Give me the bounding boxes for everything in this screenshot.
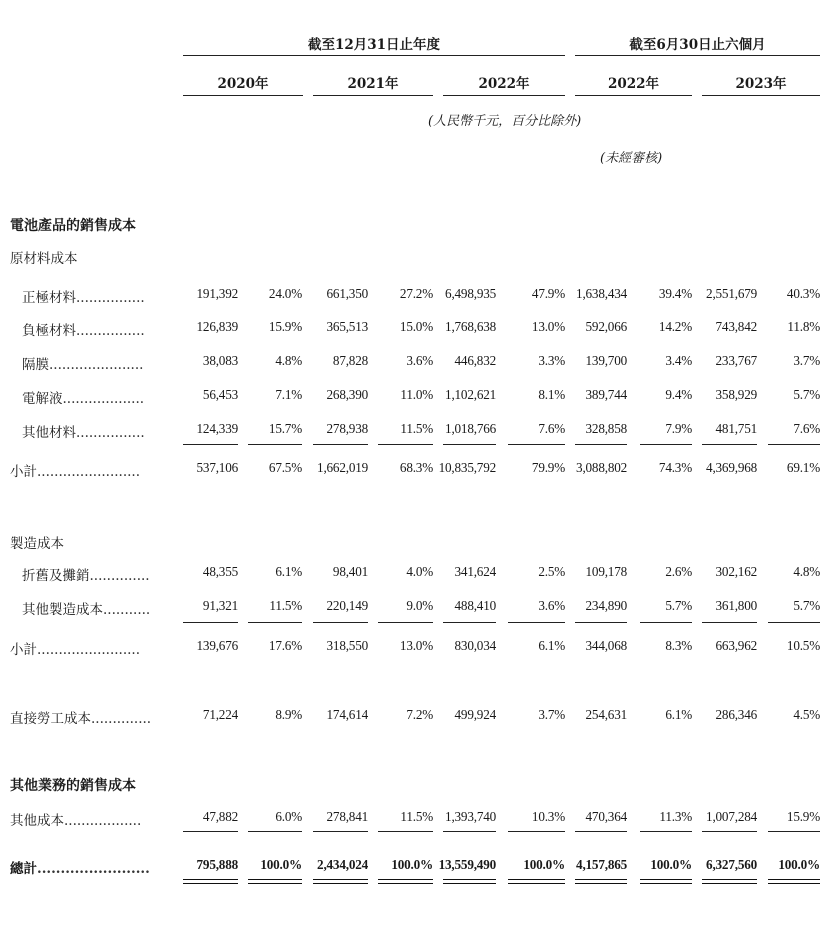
total-double-underline: [313, 879, 368, 884]
table-cell: 15.9%: [268, 319, 302, 334]
cell-underline: [508, 831, 565, 832]
table-cell: 71,224: [202, 707, 238, 722]
table-cell: 79.9%: [531, 460, 565, 475]
table-cell: 3.7%: [538, 707, 565, 722]
table-cell: 11.5%: [400, 809, 433, 824]
cell-underline: [640, 622, 692, 623]
cell-underline: [702, 831, 757, 832]
header-group-halfyear: 截至6月30日止六個月: [629, 37, 766, 53]
table-cell: 234,890: [585, 598, 627, 613]
table-cell: 3.4%: [665, 353, 692, 368]
table-cell: 278,938: [326, 421, 368, 436]
total-double-underline: [378, 879, 433, 884]
table-cell: 3.6%: [406, 353, 433, 368]
table-cell: 8.3%: [665, 638, 692, 653]
table-cell: 4.5%: [793, 707, 820, 722]
table-cell: 4.8%: [793, 564, 820, 579]
section-manufacturing: 製造成本: [10, 536, 64, 552]
cell-underline: [508, 444, 565, 445]
table-cell: 4.8%: [275, 353, 302, 368]
table-cell: 1,393,740: [445, 809, 496, 824]
table-cell: 139,676: [196, 638, 238, 653]
cell-underline: [248, 444, 302, 445]
year-2020: 2020年: [217, 76, 269, 92]
table-cell: 48,355: [202, 564, 238, 579]
year-rule: [183, 95, 303, 96]
table-cell: 27.2%: [399, 286, 433, 301]
table-cell: 7.9%: [665, 421, 692, 436]
total-double-underline: [702, 879, 757, 884]
year-rule: [313, 95, 433, 96]
cell-underline: [575, 831, 627, 832]
table-cell: 7.6%: [538, 421, 565, 436]
cell-underline: [508, 622, 565, 623]
table-cell: 11.5%: [400, 421, 433, 436]
year-rule: [575, 95, 692, 96]
table-cell: 661,350: [326, 286, 368, 301]
header-group-year-rule: [183, 55, 565, 56]
table-cell: 139,700: [585, 353, 627, 368]
table-cell: 5.7%: [793, 598, 820, 613]
cell-underline: [575, 622, 627, 623]
cell-underline: [378, 444, 433, 445]
table-cell: 481,751: [715, 421, 757, 436]
total-double-underline: [508, 879, 565, 884]
table-cell: 3.7%: [793, 353, 820, 368]
row-label: 其他製造成本...........: [22, 602, 151, 618]
table-cell: 9.4%: [665, 387, 692, 402]
table-cell: 795,888: [196, 857, 238, 872]
table-cell: 2.5%: [538, 564, 565, 579]
table-cell: 1,768,638: [445, 319, 496, 334]
table-cell: 1,102,621: [445, 387, 496, 402]
table-cell: 318,550: [326, 638, 368, 653]
table-cell: 100.0%: [523, 857, 565, 872]
year-2022-half: 2022年: [607, 76, 660, 92]
cell-underline: [378, 622, 433, 623]
table-cell: 389,744: [585, 387, 627, 402]
table-cell: 87,828: [332, 353, 368, 368]
table-cell: 56,453: [202, 387, 238, 402]
cell-underline: [702, 622, 757, 623]
table-cell: 220,149: [326, 598, 368, 613]
table-cell: 47.9%: [531, 286, 565, 301]
table-cell: 2,434,024: [317, 857, 368, 872]
table-cell: 9.0%: [406, 598, 433, 613]
row-label: 其他材料................: [22, 425, 145, 441]
row-label: 折舊及攤銷..............: [22, 568, 150, 584]
table-cell: 14.2%: [658, 319, 692, 334]
row-label-subtotal: 小計........................: [10, 642, 140, 658]
row-label: 負極材料................: [22, 323, 145, 339]
table-cell: 91,321: [202, 598, 238, 613]
cell-underline: [575, 444, 627, 445]
cell-underline: [378, 831, 433, 832]
header-group-year: 截至12月31日止年度: [307, 37, 441, 53]
row-label: 隔膜......................: [22, 357, 144, 373]
cell-underline: [313, 831, 368, 832]
table-cell: 278,841: [326, 809, 368, 824]
table-cell: 1,007,284: [706, 809, 757, 824]
total-double-underline: [443, 879, 496, 884]
total-double-underline: [248, 879, 302, 884]
table-cell: 8.9%: [275, 707, 302, 722]
table-cell: 6.0%: [275, 809, 302, 824]
cell-underline: [248, 831, 302, 832]
section-raw-materials: 原材料成本: [10, 251, 78, 267]
year-rule: [702, 95, 820, 96]
table-cell: 5.7%: [793, 387, 820, 402]
header-group-halfyear-rule: [575, 55, 820, 56]
cell-underline: [702, 444, 757, 445]
cell-underline: [768, 444, 820, 445]
table-cell: 663,962: [715, 638, 757, 653]
table-cell: 126,839: [196, 319, 238, 334]
table-cell: 537,106: [196, 460, 238, 475]
table-cell: 5.7%: [665, 598, 692, 613]
table-cell: 100.0%: [650, 857, 692, 872]
table-cell: 100.0%: [260, 857, 302, 872]
cell-underline: [313, 444, 368, 445]
section-other-business: 其他業務的銷售成本: [10, 778, 136, 794]
table-cell: 69.1%: [786, 460, 820, 475]
table-cell: 4.0%: [406, 564, 433, 579]
table-cell: 3.6%: [538, 598, 565, 613]
cell-underline: [443, 444, 496, 445]
row-label-subtotal: 小計........................: [10, 464, 140, 480]
table-cell: 358,929: [715, 387, 757, 402]
table-cell: 13,559,490: [438, 857, 496, 872]
table-cell: 47,882: [202, 809, 238, 824]
table-cell: 67.5%: [268, 460, 302, 475]
table-cell: 15.0%: [399, 319, 433, 334]
table-cell: 488,410: [454, 598, 496, 613]
table-cell: 365,513: [326, 319, 368, 334]
section-battery: 電池產品的銷售成本: [10, 218, 136, 234]
unit-note: (人民幣千元，百分比除外): [428, 114, 582, 129]
table-cell: 470,364: [585, 809, 627, 824]
cell-underline: [443, 622, 496, 623]
table-cell: 1,018,766: [445, 421, 496, 436]
table-cell: 40.3%: [786, 286, 820, 301]
table-cell: 1,638,434: [576, 286, 627, 301]
table-cell: 11.0%: [400, 387, 433, 402]
table-cell: 830,034: [454, 638, 496, 653]
table-cell: 17.6%: [268, 638, 302, 653]
table-cell: 341,624: [454, 564, 496, 579]
table-cell: 98,401: [332, 564, 368, 579]
total-double-underline: [640, 879, 692, 884]
table-cell: 74.3%: [658, 460, 692, 475]
year-2022: 2022年: [478, 76, 530, 92]
cell-underline: [183, 831, 238, 832]
table-cell: 24.0%: [268, 286, 302, 301]
cell-underline: [183, 622, 238, 623]
table-cell: 268,390: [326, 387, 368, 402]
table-cell: 4,157,865: [576, 857, 627, 872]
table-cell: 68.3%: [399, 460, 433, 475]
table-cell: 286,346: [715, 707, 757, 722]
table-cell: 7.6%: [793, 421, 820, 436]
table-cell: 13.0%: [531, 319, 565, 334]
cell-underline: [248, 622, 302, 623]
table-cell: 15.7%: [268, 421, 302, 436]
total-double-underline: [183, 879, 238, 884]
table-cell: 446,832: [454, 353, 496, 368]
table-cell: 592,066: [585, 319, 627, 334]
table-cell: 6,327,560: [706, 857, 757, 872]
table-cell: 10.5%: [786, 638, 820, 653]
table-cell: 10,835,792: [438, 460, 496, 475]
table-cell: 8.1%: [538, 387, 565, 402]
table-cell: 174,614: [326, 707, 368, 722]
table-cell: 254,631: [585, 707, 627, 722]
table-cell: 328,858: [585, 421, 627, 436]
table-cell: 109,178: [585, 564, 627, 579]
row-label: 其他成本..................: [10, 813, 142, 829]
table-cell: 191,392: [196, 286, 238, 301]
table-cell: 38,083: [202, 353, 238, 368]
total-double-underline: [575, 879, 627, 884]
table-cell: 11.3%: [659, 809, 692, 824]
cell-underline: [183, 444, 238, 445]
table-cell: 11.8%: [787, 319, 820, 334]
total-double-underline: [768, 879, 820, 884]
table-cell: 124,339: [196, 421, 238, 436]
audit-note: (未經審核): [600, 151, 663, 166]
table-cell: 100.0%: [391, 857, 433, 872]
cell-underline: [640, 444, 692, 445]
row-label: 直接勞工成本..............: [10, 711, 152, 727]
table-cell: 39.4%: [658, 286, 692, 301]
table-cell: 100.0%: [778, 857, 820, 872]
table-cell: 1,662,019: [317, 460, 368, 475]
cell-underline: [768, 831, 820, 832]
table-cell: 6.1%: [665, 707, 692, 722]
cell-underline: [640, 831, 692, 832]
table-cell: 743,842: [715, 319, 757, 334]
table-cell: 344,068: [585, 638, 627, 653]
table-cell: 3,088,802: [576, 460, 627, 475]
row-label: 電解液...................: [22, 391, 145, 407]
table-cell: 2.6%: [665, 564, 692, 579]
year-2023-half: 2023年: [735, 76, 787, 92]
table-cell: 7.2%: [406, 707, 433, 722]
table-cell: 6.1%: [538, 638, 565, 653]
cell-underline: [443, 831, 496, 832]
row-label-total: 總計........................: [10, 861, 150, 877]
table-cell: 4,369,968: [706, 460, 757, 475]
cell-underline: [768, 622, 820, 623]
year-rule: [443, 95, 565, 96]
cell-underline: [313, 622, 368, 623]
table-cell: 6,498,935: [445, 286, 496, 301]
table-cell: 7.1%: [275, 387, 302, 402]
table-cell: 13.0%: [399, 638, 433, 653]
table-cell: 15.9%: [786, 809, 820, 824]
table-cell: 3.3%: [538, 353, 565, 368]
table-cell: 6.1%: [275, 564, 302, 579]
table-cell: 361,800: [715, 598, 757, 613]
table-cell: 2,551,679: [706, 286, 757, 301]
table-cell: 11.5%: [269, 598, 302, 613]
table-cell: 10.3%: [531, 809, 565, 824]
year-2021: 2021年: [347, 76, 399, 92]
row-label: 正極材料................: [22, 290, 145, 306]
table-cell: 302,162: [715, 564, 757, 579]
table-cell: 233,767: [715, 353, 757, 368]
table-cell: 499,924: [454, 707, 496, 722]
